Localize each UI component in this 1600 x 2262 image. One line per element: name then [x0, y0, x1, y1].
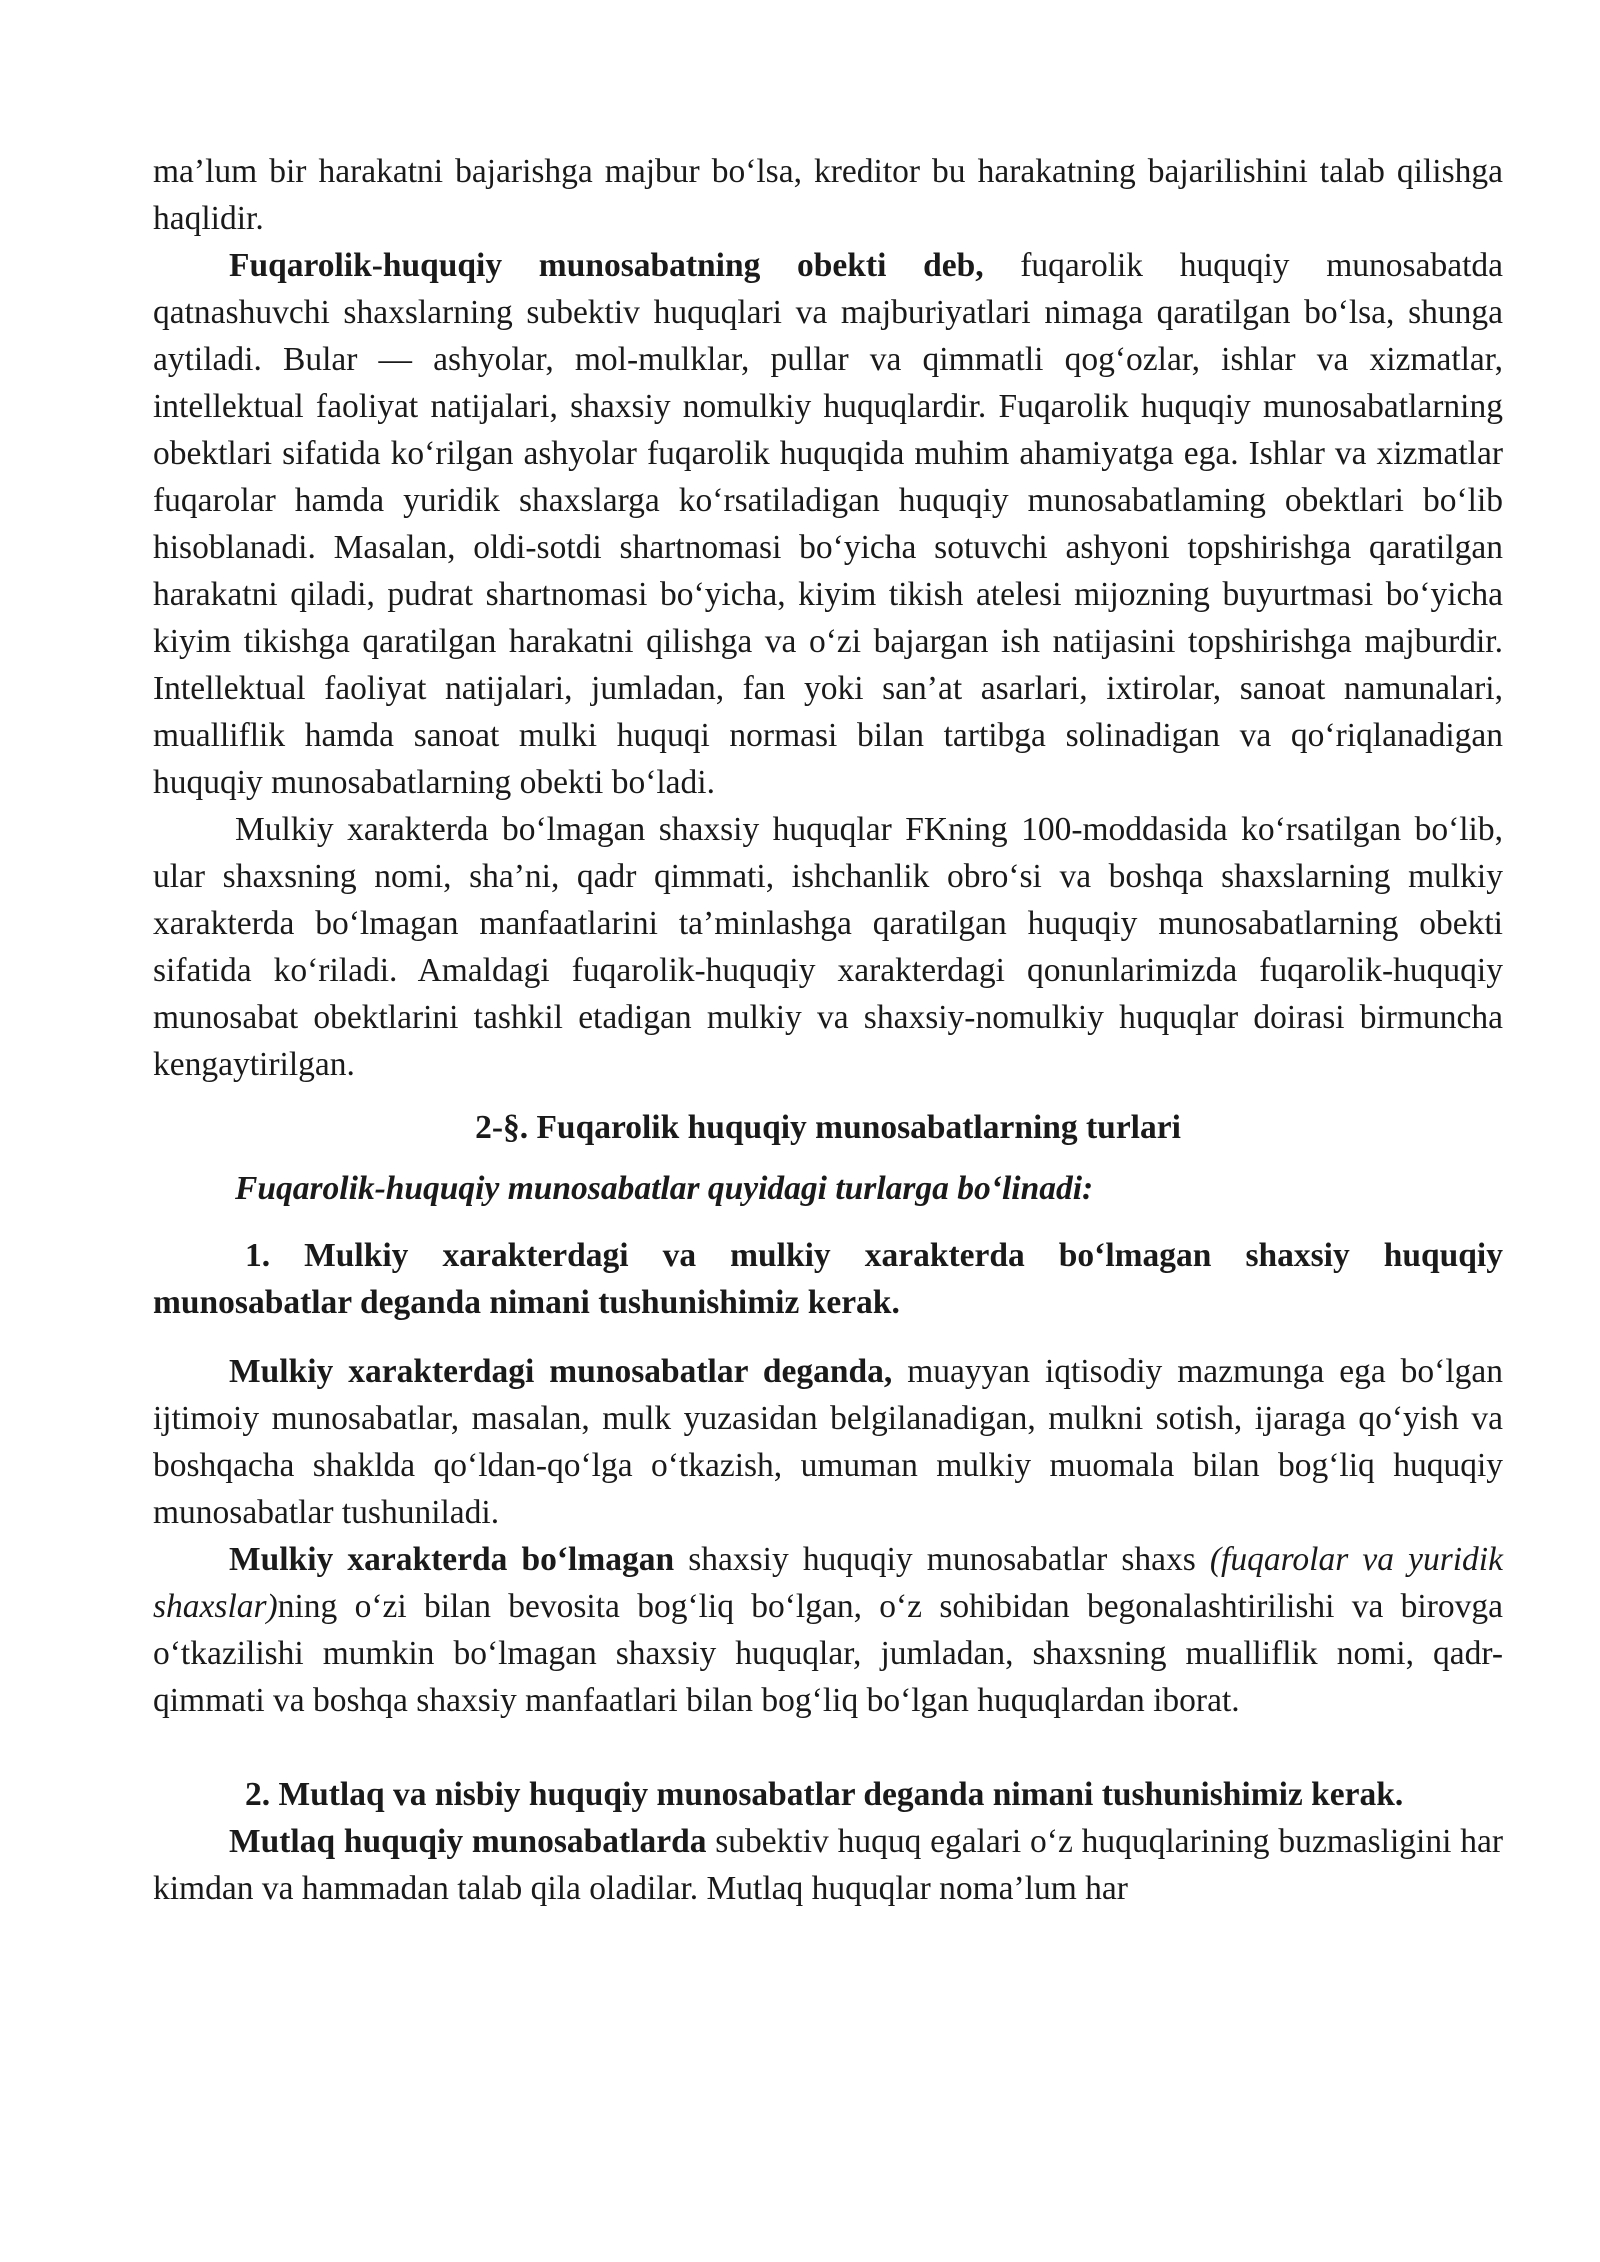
paragraph-absolute-relations-text: subektiv huquq egalari o‘z huquqlarining buzmasligini har kimdan va hammadan talab qila oladilar. Mutlaq huquqlar noma’lum har	[153, 1823, 1503, 1907]
question-1: 1. Mulkiy xarakterdagi va mulkiy xarakterda bo‘lmagan shaxsiy huquqiy munosabatlar deganda nimani tushunishimiz kerak.	[153, 1237, 1503, 1321]
term-absolute-relations: Mutlaq huquqiy munosabatlarda	[229, 1823, 707, 1860]
paragraph-non-property-text-1: shaxsiy huquqiy munosabatlar shaxs	[674, 1541, 1210, 1578]
document-page	[153, 148, 1503, 1912]
paragraph-object-definition-text: fuqarolik huquqiy munosabatda qatnashuvchi shaxslarning subektiv huquqlari va majburiyatlari nimaga qaratilgan bo‘lsa, shunga aytiladi. Bular — ashyolar, mol-mulklar, pullar va qimmatli qog‘ozlar, ishlar va xizmatlar, intellektual faoliyat natijalari, shaxsiy nomulkiy huquqlardir. Fuqarolik huquqiy munosabatlarning obektlari sifatida ko‘rilgan ashyolar fuqarolik huquqida muhim ahamiyatga ega. Ishlar va xizmatlar fuqarolar hamda yuridik shaxslarga ko‘rsatiladigan huquqiy munosabatlaming obektlari bo‘lib hisoblanadi. Masalan, oldi-sotdi shartnomasi bo‘yicha sotuvchi ashyoni topshirishga qaratilgan harakatni qiladi, pudrat shartnomasi bo‘yicha, kiyim tikish atelesi mijozning buyurtmasi bo‘yicha kiyim tikishga qaratilgan harakatni qilishga va o‘zi bajargan ish natijasini topshirishga majburdir. Intellektual faoliyat natijalari, jumladan, fan yoki san’at asarlari, ixtirolar, sanoat namunalari, mualliflik hamda sanoat mulki huquqi normasi bilan tartibga solinadigan va qo‘riqlanadigan huquqiy munosabatlarning obekti bo‘ladi.	[153, 247, 1503, 801]
term-property-relations: Mulkiy xarakterdagi munosabatlar deganda,	[229, 1353, 893, 1390]
paragraph-non-property-italic: (fuqarolar va yuridik shaxslar)	[153, 1541, 1503, 1625]
section-subheading: Fuqarolik-huquqiy munosabatlar quyidagi turlarga bo‘linadi:	[235, 1170, 1094, 1207]
paragraph-non-property-relations	[153, 1536, 1503, 1724]
paragraph-non-property-rights: Mulkiy xarakterda bo‘lmagan shaxsiy huquqlar FKning 100-moddasida ko‘rsatilgan bo‘lib, ular shaxsning nomi, sha’ni, qadr qimmati, ishchanlik obro‘si va boshqa shaxslarning mulkiy xarakterda bo‘lmagan manfaatlarini ta’minlashga qaratilgan huquqiy munosabatlarning obekti sifatida ko‘riladi. Amaldagi fuqarolik-huquqiy xarakterdagi qonunlarimizda fuqarolik-huquqiy munosabat obektlarini tashkil etadigan mulkiy va shaxsiy-nomulkiy huquqlar doirasi birmuncha kengaytirilgan.	[153, 811, 1503, 1083]
section-heading: 2-§. Fuqarolik huquqiy munosabatlarning turlari	[475, 1109, 1181, 1146]
paragraph-non-property-text-2: ning o‘zi bilan bevosita bog‘liq bo‘lgan, o‘z sohibidan begonalashtirilishi va birovga o‘tkazilishi mumkin bo‘lmagan shaxsiy huquqlar, jumladan, shaxsning mualliflik nomi, qadr-qimmati va boshqa shaxsiy manfaatlari bilan bog‘liq bo‘lgan huquqlardan iborat.	[153, 1588, 1503, 1719]
paragraph-property-relations-text: muayyan iqtisodiy mazmunga ega bo‘lgan ijtimoiy munosabatlar, masalan, mulk yuzasidan belgilanadigan, mulkni sotish, ijaraga qo‘yish va boshqacha shaklda qo‘ldan-qo‘lga o‘tkazish, umuman mulkiy muomala bilan bog‘liq huquqiy munosabatlar tushuniladi.	[153, 1353, 1503, 1531]
question-2: 2. Mutlaq va nisbiy huquqiy munosabatlar deganda nimani tushunishimiz kerak.	[245, 1776, 1404, 1813]
paragraph-absolute-relations	[153, 1818, 1503, 1912]
term-non-property-relations: Mulkiy xarakterda bo‘lmagan	[229, 1541, 675, 1578]
paragraph-object-definition	[153, 242, 1503, 806]
paragraph-property-relations	[153, 1348, 1503, 1536]
paragraph-continuation: ma’lum bir harakatni bajarishga majbur bo‘lsa, kreditor bu harakatning bajarilishini talab qilishga haqlidir.	[153, 153, 1503, 237]
term-object-definition: Fuqarolik-huquqiy munosabatning obekti deb,	[229, 247, 984, 284]
